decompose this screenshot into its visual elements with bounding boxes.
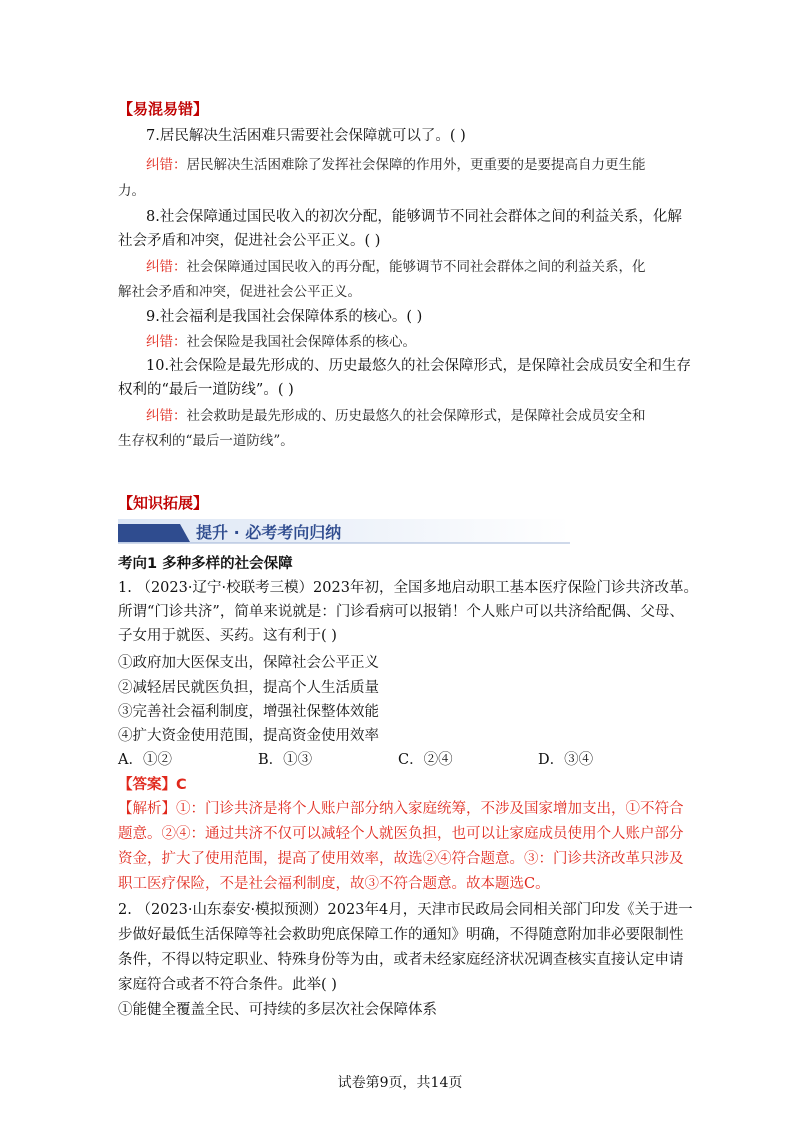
q1-stem-line: 子女用于就医、买药。这有利于( ) bbox=[118, 628, 337, 644]
question-8: 8.社会保障通过国民收入的初次分配，能够调节不同社会群体之间的利益关系，化解 bbox=[146, 209, 682, 225]
section-banner bbox=[118, 518, 570, 544]
q1-choice: ④扩大资金使用范围，提高资金使用效率 bbox=[118, 728, 379, 744]
page-footer: 试卷第9页，共14页 bbox=[337, 1075, 463, 1091]
q2-choice: ①能健全覆盖全民、可持续的多层次社会保障体系 bbox=[118, 1002, 437, 1018]
q1-analysis-line: 职工医疗保险，不是社会福利制度，故③不符合题意。故本题选C。 bbox=[118, 876, 550, 892]
q2-stem-line: 步做好最低生活保障等社会救助兜底保障工作的通知》明确，不得随意附加非必要限制性 bbox=[118, 927, 684, 943]
q1-answer: 【答案】C bbox=[118, 777, 187, 793]
correction-7-cont: 力。 bbox=[118, 183, 145, 199]
section-heading-extension: 【知识拓展】 bbox=[118, 494, 209, 512]
correction-7: 纠错：居民解决生活困难除了发挥社会保障的作用外，更重要的是要提高自力更生能 bbox=[146, 157, 646, 173]
correction-label: 纠错： bbox=[146, 259, 187, 275]
q1-stem-line: 所谓“门诊共济”，简单来说就是：门诊看病可以报销！个人账户可以共济给配偶、父母、 bbox=[118, 604, 684, 620]
correction-10: 纠错：社会救助是最先形成的、历史最悠久的社会保障形式，是保障社会成员安全和 bbox=[146, 408, 646, 424]
correction-label: 纠错： bbox=[146, 334, 187, 350]
correction-9: 纠错：社会保险是我国社会保障体系的核心。 bbox=[146, 334, 416, 350]
question-10-cont: 权利的“最后一道防线”。( ) bbox=[118, 382, 294, 398]
q1-stem-line: 1. （2023·辽宁·校联考三模）2023年初，全国多地启动职工基本医疗保险门诊共济改革。 bbox=[118, 580, 698, 596]
question-10: 10.社会保险是最先形成的、历史最悠久的社会保障形式，是保障社会成员安全和生存 bbox=[146, 358, 692, 374]
q2-stem-line: 2. （2023·山东泰安·模拟预测）2023年4月，天津市民政局会同相关部门印发《关于进一 bbox=[118, 902, 693, 918]
correction-8-cont: 解社会矛盾和冲突，促进社会公平正义。 bbox=[118, 284, 361, 300]
q1-choice: ①政府加大医保支出，保障社会公平正义 bbox=[118, 655, 379, 671]
q1-choice: ③完善社会福利制度，增强社保整体效能 bbox=[118, 704, 379, 720]
q2-stem-line: 家庭符合或者不符合条件。此举( ) bbox=[118, 977, 337, 993]
q1-option-b: B．①③ bbox=[258, 752, 313, 768]
q1-choice: ②减轻居民就医负担，提高个人生活质量 bbox=[118, 680, 379, 696]
question-7: 7.居民解决生活困难只需要社会保障就可以了。( ) bbox=[146, 128, 466, 144]
banner-title: 提升 · 必考考向归纳 bbox=[196, 523, 342, 542]
correction-8: 纠错：社会保障通过国民收入的再分配，能够调节不同社会群体之间的利益关系，化 bbox=[146, 259, 646, 275]
q1-option-a: A．①② bbox=[118, 752, 172, 768]
q1-analysis-line: 资金，扩大了使用范围，提高了使用效率，故选②④符合题意。③：门诊共济改革只涉及 bbox=[118, 851, 684, 867]
correction-10-cont: 生存权利的“最后一道防线”。 bbox=[118, 433, 294, 449]
banner-graphic bbox=[118, 518, 570, 544]
q1-analysis-line: 题意。②④：通过共济不仅可以减轻个人就医负担，也可以让家庭成员使用个人账户部分 bbox=[118, 826, 684, 842]
correction-label: 纠错： bbox=[146, 157, 187, 173]
question-9: 9.社会福利是我国社会保障体系的核心。( ) bbox=[146, 309, 423, 325]
q2-stem-line: 条件，不得以特定职业、特殊身份等为由，或者未经家庭经济状况调查核实直接认定申请 bbox=[118, 952, 684, 968]
section-heading-mistakes: 【易混易错】 bbox=[118, 100, 209, 118]
q1-option-c: C．②④ bbox=[398, 752, 453, 768]
direction-title: 考向1 多种多样的社会保障 bbox=[118, 556, 293, 572]
correction-label: 纠错： bbox=[146, 408, 187, 424]
question-8-cont: 社会矛盾和冲突，促进社会公平正义。( ) bbox=[118, 233, 381, 249]
q1-analysis-line: 【解析】①：门诊共济是将个人账户部分纳入家庭统筹，不涉及国家增加支出，①不符合 bbox=[118, 801, 684, 817]
q1-option-d: D．③④ bbox=[538, 752, 594, 768]
